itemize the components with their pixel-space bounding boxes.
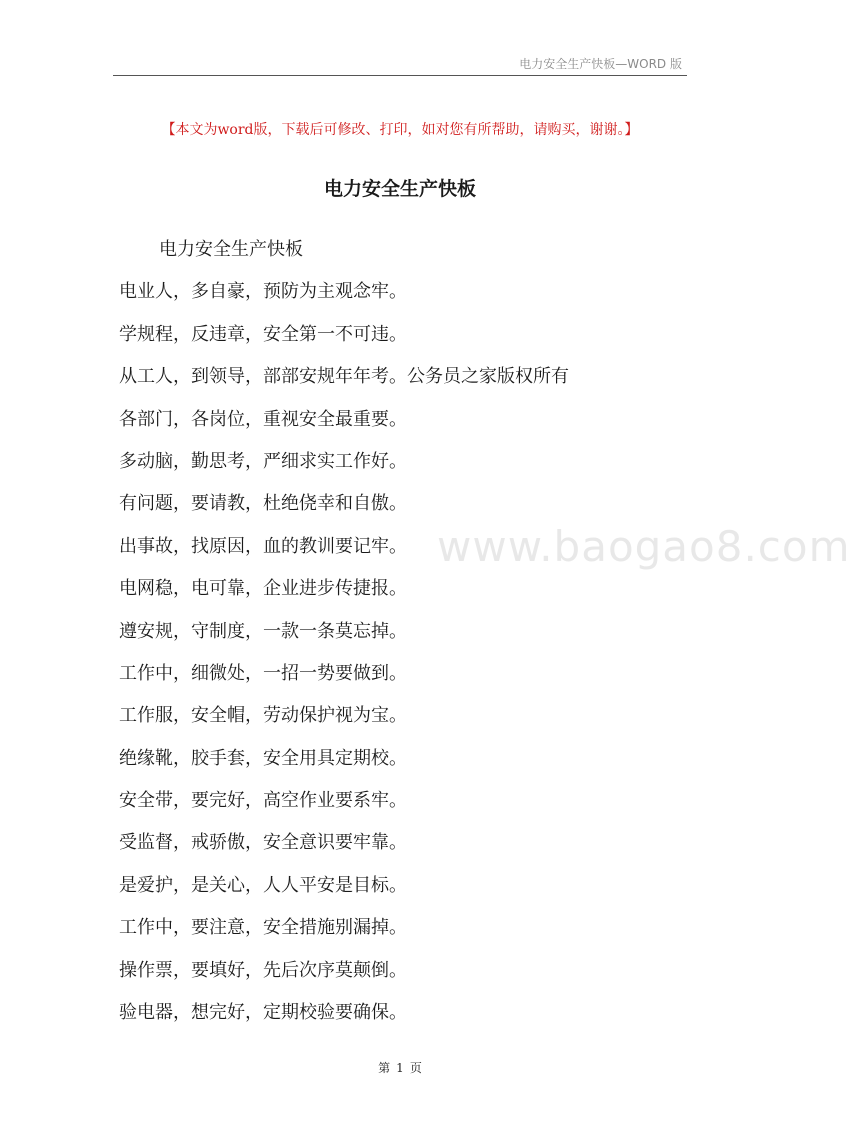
body-line: 验电器，想完好，定期校验要确保。: [119, 1002, 407, 1024]
body-line: 电业人，多自豪，预防为主观念牢。: [119, 281, 407, 303]
body-line: 安全带，要完好，高空作业要系牢。: [119, 790, 407, 812]
body-line: 工作中，要注意，安全措施别漏掉。: [119, 917, 407, 939]
document-title: 电力安全生产快板: [323, 178, 476, 200]
body-line: 电网稳，电可靠，企业进步传捷报。: [119, 578, 407, 600]
body-line: 工作中，细微处，一招一势要做到。: [119, 662, 407, 684]
page-footer: [0, 1059, 800, 1076]
body-line: 绝缘靴，胶手套，安全用具定期校。: [119, 747, 407, 769]
body-line: 多动脑，勤思考，严细求实工作好。: [119, 450, 407, 472]
body-line: 从工人，到领导，部部安规年年考。公务员之家版权所有: [119, 366, 569, 388]
body-line: 工作服，安全帽，劳动保护视为宝。: [119, 705, 407, 727]
document-body: [119, 234, 719, 1039]
body-line: 是爱护，是关心，人人平安是目标。: [119, 874, 407, 896]
body-subtitle: 电力安全生产快板: [159, 239, 303, 260]
body-line: 各部门，各岗位，重视安全最重要。: [119, 408, 407, 430]
body-line: 学规程，反违章，安全第一不可违。: [119, 323, 407, 345]
body-line: 受监督，戒骄傲，安全意识要牢靠。: [119, 832, 407, 854]
body-line: 遵安规，守制度，一款一条莫忘掉。: [119, 620, 407, 642]
header-divider: [113, 75, 687, 76]
watermark: www.baogao8.com: [437, 522, 851, 571]
running-header: 电力安全生产快板—WORD 版: [519, 57, 682, 71]
page-suffix: 页: [409, 1061, 422, 1075]
download-notice: 【本文为word版，下载后可修改、打印，如对您有所帮助，请购买，谢谢。】: [161, 122, 639, 138]
body-line: 有问题，要请教，杜绝侥幸和自傲。: [119, 493, 407, 515]
page-prefix: 第: [378, 1061, 391, 1075]
body-line: 操作票，要填好，先后次序莫颠倒。: [119, 959, 407, 981]
body-line: 出事故，找原因，血的教训要记牢。: [119, 535, 407, 557]
page-number: 1: [396, 1061, 404, 1075]
